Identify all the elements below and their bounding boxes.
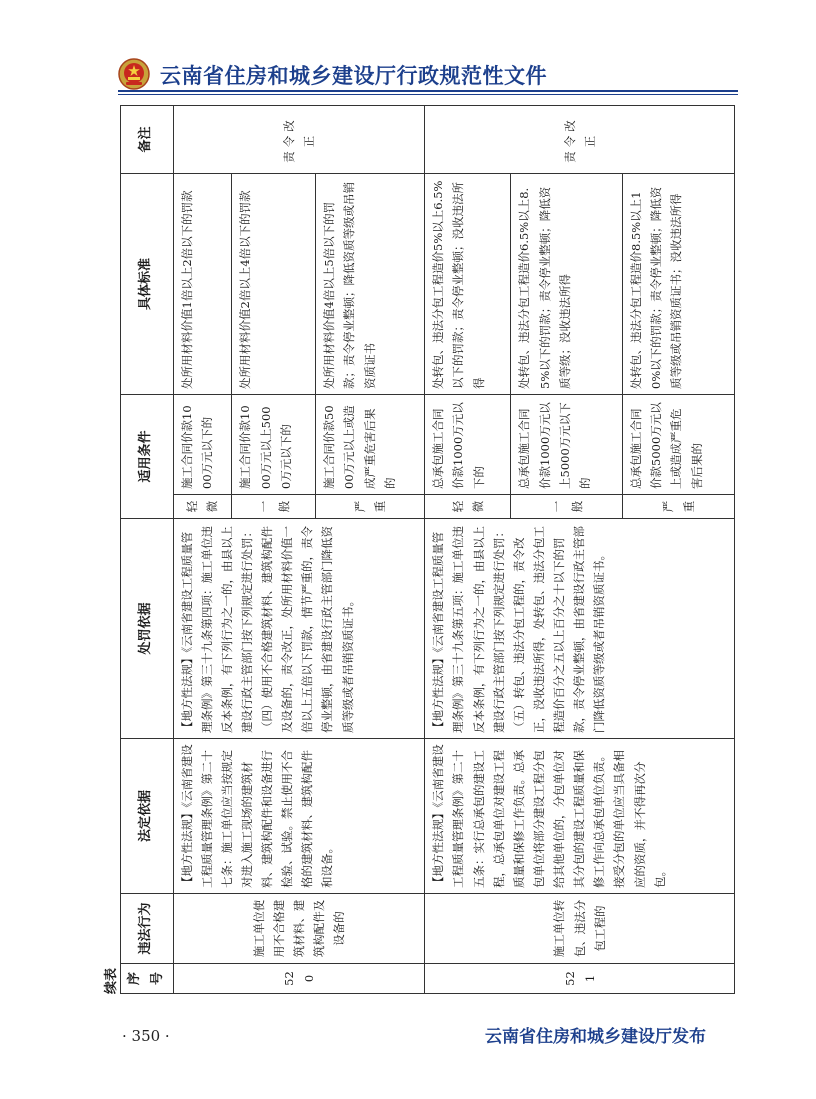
row-penalty-basis: 【地方性法规】《云南省建设工程质量管理条例》第三十九条第四项：施工单位违反本条例，有下列行为之一的，由县以上建设行政主管部门按下列规定进行处罚：（四）使用不合格建筑材料、建筑构配件及设备的，责令改正，处所用材料价值一倍以上五倍以下罚款，情节严重的，责令停业整顿，由省建设行政主管部门降低资质等级或者吊销资质证书。 — [173, 519, 425, 739]
level-standard: 处所用材料价值1倍以上2倍以下的罚款 — [173, 173, 232, 394]
level-condition: 总承包施工合同价款1000万元以上5000万元以下的 — [511, 394, 623, 494]
col-act: 违法行为 — [121, 894, 174, 964]
rotated-table-container — [104, 106, 735, 994]
table-header-row — [121, 105, 174, 993]
level-standard: 处转包、违法分包工程造价6.5%以上8.5%以下的罚款；责令停业整顿；降低资质等级；没收违法所得 — [511, 173, 623, 394]
level-label: 一般 — [511, 495, 623, 519]
header-rule — [118, 90, 738, 92]
level-condition: 施工合同价款1000万元以下的 — [173, 394, 232, 494]
header-rule-thin — [118, 94, 738, 95]
level-label: 严重 — [316, 495, 425, 519]
level-condition: 施工合同价款1000万元以上5000万元以下的 — [232, 394, 316, 494]
row-act: 施工单位转包、违法分包工程的 — [425, 894, 735, 964]
col-penalty-basis: 处罚依据 — [121, 519, 174, 739]
col-remark: 备注 — [121, 105, 174, 173]
level-label: 轻微 — [425, 495, 511, 519]
table-caption: 续表 — [104, 967, 119, 994]
row-act: 施工单位使用不合格建筑材料、建筑构配件及设备的 — [173, 894, 425, 964]
row-remark: 责令改正 — [425, 105, 735, 173]
level-label: 严重 — [623, 495, 735, 519]
level-label: 轻微 — [173, 495, 232, 519]
document-title: 云南省住房和城乡建设厅行政规范性文件 — [160, 64, 547, 88]
level-standard: 处转包、违法分包工程造价8.5%以上10%以下的罚款；责令停业整顿；降低资质等级或吊销资质证书；没收违法所得 — [623, 173, 735, 394]
level-standard: 处所用材料价值4倍以上5倍以下的罚款；责令停业整顿；降低资质等级或吊销资质证书 — [316, 173, 425, 394]
col-legal-basis: 法定依据 — [121, 739, 174, 894]
penalty-table — [120, 105, 735, 994]
level-condition: 总承包施工合同价款1000万元以下的 — [425, 394, 511, 494]
col-condition: 适用条件 — [121, 394, 174, 518]
page-number: · 350 · — [122, 1027, 170, 1045]
row-penalty-basis: 【地方性法规】《云南省建设工程质量管理条例》第三十九条第五项：施工单位违反本条例，有下列行为之一的，由县以上建设行政主管部门按下列规定进行处罚：（五）转包、违法分包工程的，责令改正，没收违法所得，处转包、违法分包工程造价百分之五以上百分之十以下的罚款，责令停业整顿，由省建设行政主管部门降低资质等级或者吊销资质证书。 — [425, 519, 735, 739]
level-label: 一般 — [232, 495, 316, 519]
table-row — [173, 105, 232, 993]
row-remark: 责令改正 — [173, 105, 425, 173]
publisher: 云南省住房和城乡建设厅发布 — [485, 1027, 706, 1047]
level-condition: 施工合同价款5000万元以上或造成严重危害后果的 — [316, 394, 425, 494]
col-standard: 具体标准 — [121, 173, 174, 394]
row-no: 521 — [425, 964, 735, 994]
col-no: 序号 — [121, 964, 174, 994]
level-standard: 处转包、违法分包工程造价5%以上6.5%以下的罚款；责令停业整顿；没收违法所得 — [425, 173, 511, 394]
row-no: 520 — [173, 964, 425, 994]
level-standard: 处所用材料价值2倍以上4倍以下的罚款 — [232, 173, 316, 394]
row-legal-basis: 【地方性法规】《云南省建设工程质量管理条例》第二十七条：施工单位应当按规定对进入施工现场的建筑材料、建筑构配件和设备进行检验、试验。禁止使用不合格的建筑材料、建筑构配件和设备。 — [173, 739, 425, 894]
row-legal-basis: 【地方性法规】《云南省建设工程质量管理条例》第二十五条：实行总承包的建设工程，总承包单位对建设工程质量和保修工作负责。总承包单位将部分建设工程分包给其他单位的，分包单位对其分包的建设工程质量和保修工作向总承包单位负责。接受分包的单位应当具备相应的资质，并不得再次分包。 — [425, 739, 735, 894]
level-condition: 总承包施工合同价款5000万元以上或造成严重危害后果的 — [623, 394, 735, 494]
national-emblem-icon — [118, 58, 150, 90]
table-row — [425, 105, 511, 993]
